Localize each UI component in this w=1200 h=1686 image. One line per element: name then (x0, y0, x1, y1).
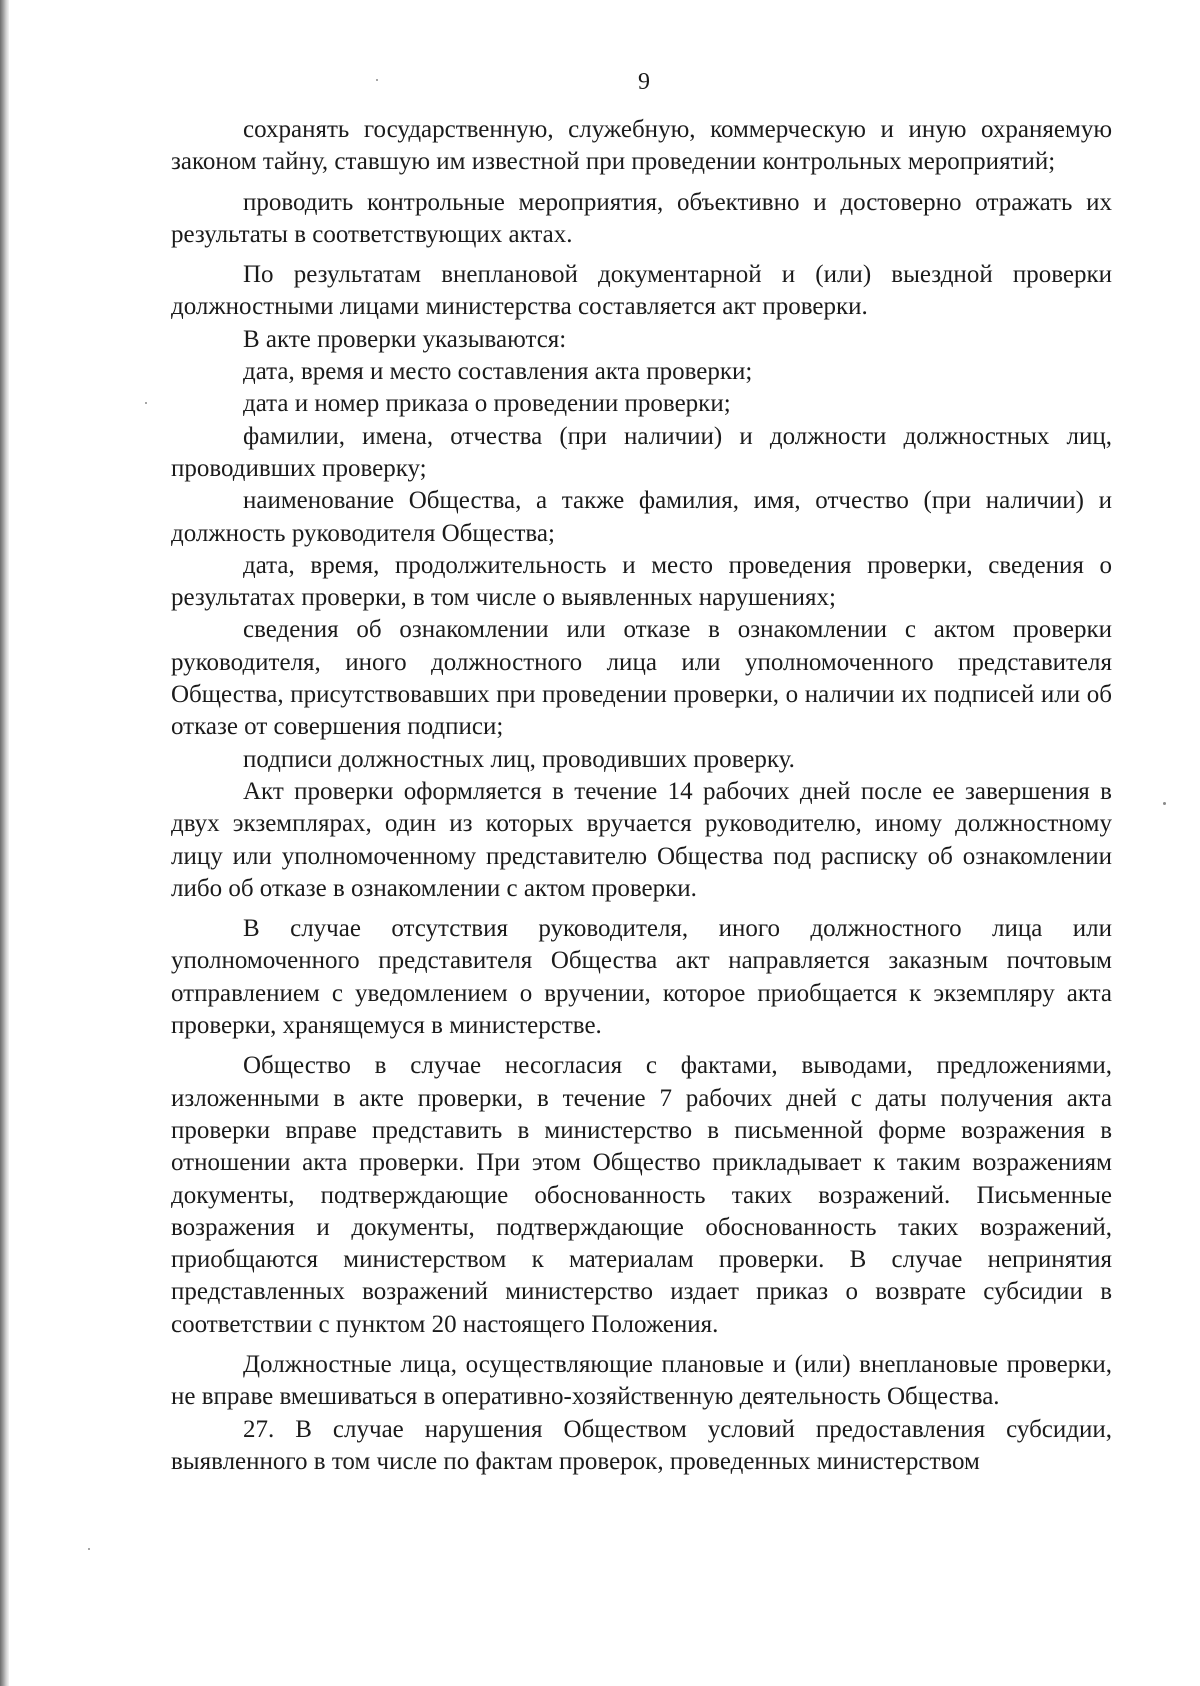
paragraph-absence-delivery: В случае отсутствия руководителя, иного должностного лица или уполномоченного представителя Общества акт направляется заказным почтовым отправлением с уведомлением о вручении, которое приобщается к экземпляру акта проверки, хранящемуся в министерстве. (171, 915, 1112, 1040)
paragraph-act-contents-intro: В акте проверки указываются: (243, 325, 567, 353)
list-item-inspection-results: дата, время, продолжительность и место проведения проверки, сведения о результатах проверки, в том числе о выявленных нарушениях; (171, 551, 1112, 612)
list-item-order-date-number: дата и номер приказа о проведении проверки; (243, 390, 731, 418)
list-item-acquaintance-info: сведения об ознакомлении или отказе в ознакомлении с актом проверки руководителя, иного должностного лица или уполномоченного представителя Общества, присутствовавших при проведении проверки, о наличии их подписей или об отказе от совершения подписи; (171, 616, 1112, 741)
list-item-date-time-place: дата, время и место составления акта проверки; (243, 358, 753, 386)
paragraph-inspection-act-drafted: По результатам внеплановой документарной и (или) выездной проверки должностными лицами министерства составляется акт проверки. (171, 261, 1112, 321)
list-item-signatures: подписи должностных лиц, проводивших проверку. (243, 745, 795, 773)
paragraph-officials-restriction: Должностные лица, осуществляющие плановые и (или) внеплановые проверки, не вправе вмешиваться в оперативно-хозяйственную деятельность Общества. (171, 1350, 1112, 1411)
list-item-company-head: наименование Общества, а также фамилия, имя, отчество (при наличии) и должность руководителя Общества; (171, 487, 1112, 547)
paragraph-clause-27: 27. В случае нарушения Обществом условий предоставления субсидии, выявленного в том числе по фактам проверок, проведенных министерством (171, 1415, 1112, 1475)
paragraph-conduct-control: проводить контрольные мероприятия, объективно и достоверно отражать их результаты в соответствующих актах. (171, 188, 1112, 248)
paragraph-objections: Общество в случае несогласия с фактами, выводами, предложениями, изложенными в акте проверки, в течение 7 рабочих дней с даты получения акта проверки вправе представить в министерство в письменной форме возражения в отношении акта проверки. При этом Общество прикладывает к таким возражениям документы, подтверждающие обоснованность таких возражений. Письменные возражения и документы, подтверждающие обоснованность таких возражений, приобщаются министерством к материалам проверки. В случае непринятия представленных возражений министерство издает приказ о возврате субсидии в соответствии с пунктом 20 настоящего Положения. (171, 1052, 1112, 1338)
scan-speck (88, 1548, 90, 1550)
paragraph-act-issuance: Акт проверки оформляется в течение 14 рабочих дней после ее завершения в двух экземплярах, один из которых вручается руководителю, иному должностному лицу или уполномоченному представителю Общества под расписку об ознакомлении либо об отказе в ознакомлении с актом проверки. (171, 777, 1112, 902)
document-body (171, 114, 1112, 1478)
paragraph-keep-secret: сохранять государственную, служебную, коммерческую и иную охраняемую законом тайну, ставшую им известной при проведении контрольных мероприятий; (171, 116, 1112, 176)
scan-speck (145, 402, 147, 404)
list-item-inspector-names: фамилии, имена, отчества (при наличии) и должности должностных лиц, проводивших проверку; (171, 422, 1112, 482)
scan-speck (376, 79, 378, 81)
page-number: 9 (638, 69, 650, 95)
scan-edge-shadow (0, 0, 9, 1686)
scan-speck (1163, 802, 1166, 805)
